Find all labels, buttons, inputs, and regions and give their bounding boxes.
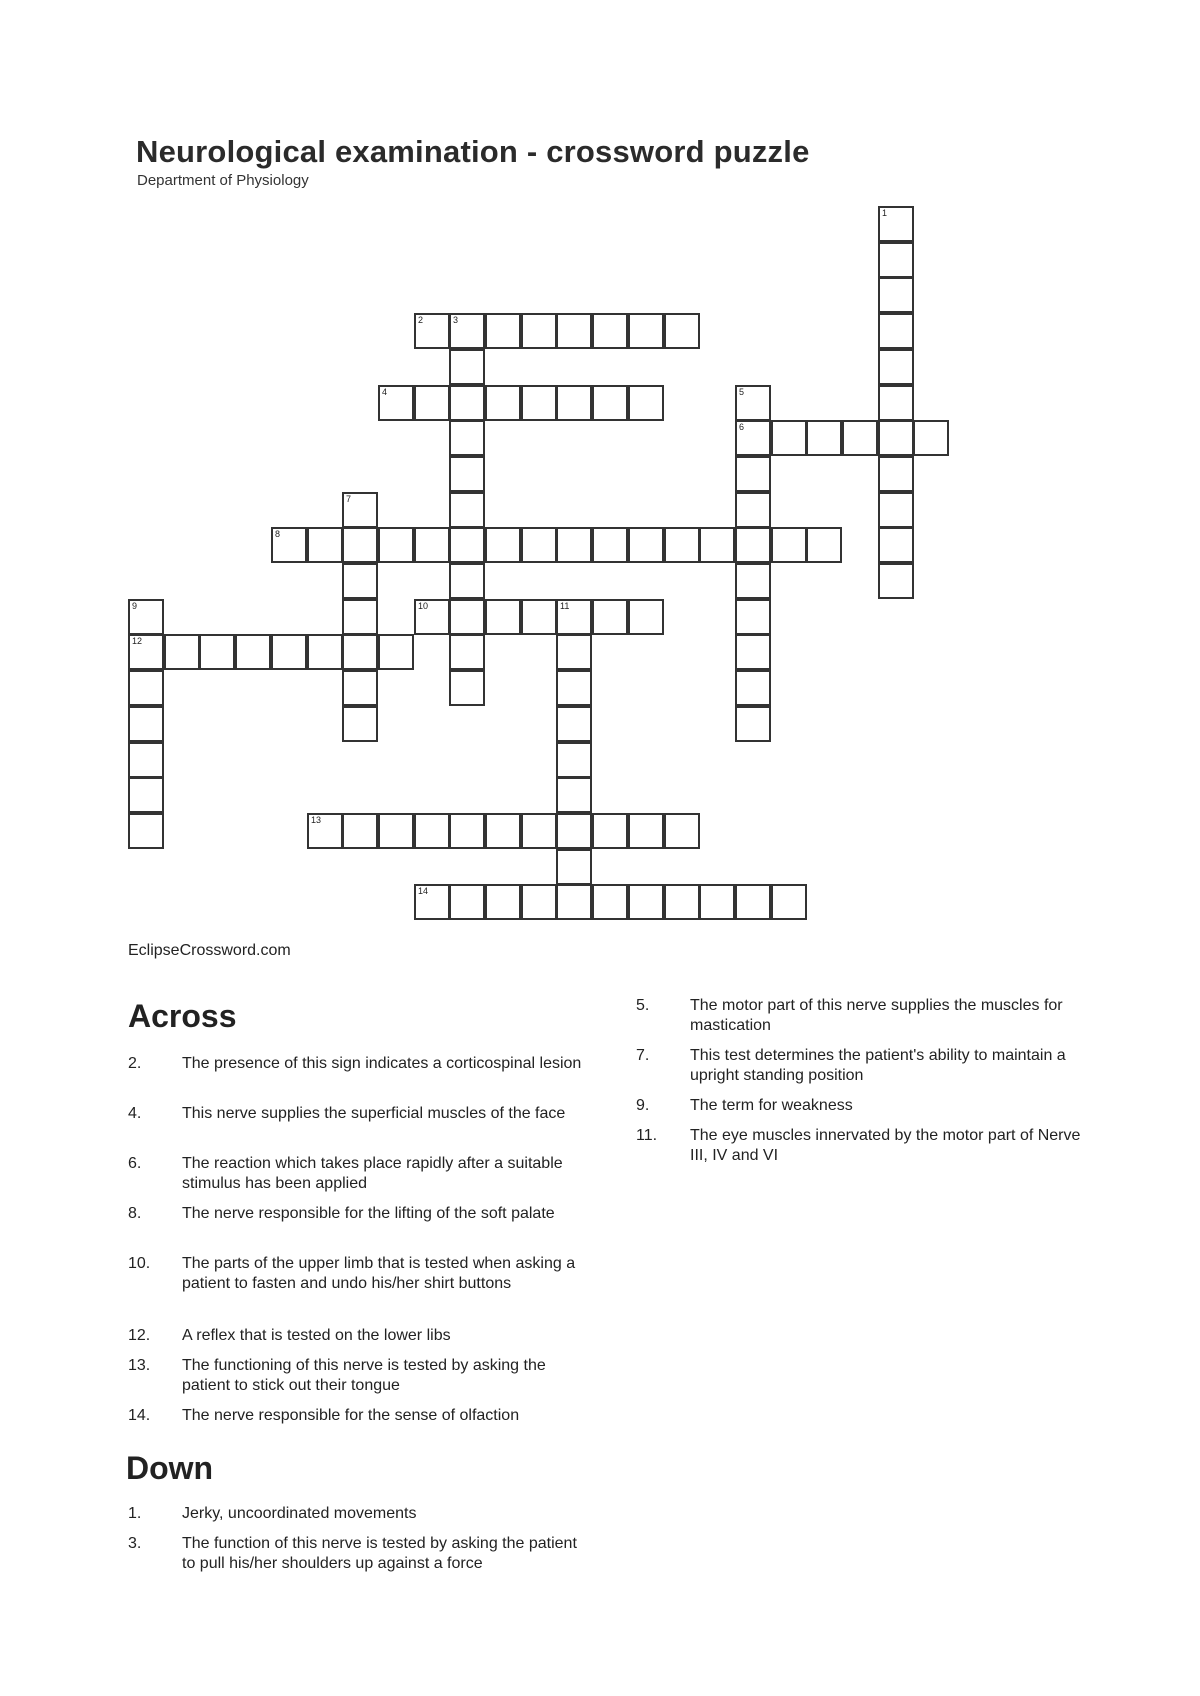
- crossword-cell[interactable]: [485, 813, 521, 849]
- crossword-cell[interactable]: [414, 813, 450, 849]
- crossword-cell[interactable]: [556, 884, 592, 920]
- crossword-cell[interactable]: [592, 527, 628, 563]
- clue-text: The presence of this sign indicates a corticospinal lesion: [182, 1055, 582, 1072]
- crossword-cell[interactable]: [449, 884, 485, 920]
- crossword-cell[interactable]: [664, 313, 700, 349]
- crossword-cell[interactable]: [556, 777, 592, 813]
- crossword-cell[interactable]: [628, 813, 664, 849]
- crossword-cell[interactable]: [878, 349, 914, 385]
- crossword-cell[interactable]: [521, 313, 557, 349]
- crossword-cell[interactable]: [592, 813, 628, 849]
- crossword-cell[interactable]: [485, 527, 521, 563]
- crossword-cell[interactable]: [449, 420, 485, 456]
- crossword-cell[interactable]: [342, 706, 378, 742]
- crossword-cell[interactable]: [307, 634, 343, 670]
- crossword-cell[interactable]: [414, 884, 450, 920]
- crossword-cell[interactable]: [771, 420, 807, 456]
- cell-number: 8: [275, 529, 281, 539]
- crossword-cell[interactable]: [128, 670, 164, 706]
- crossword-cell[interactable]: [521, 884, 557, 920]
- cell-number: 10: [418, 601, 429, 611]
- clue-number: 3.: [128, 1535, 142, 1552]
- cell-number: 13: [311, 815, 322, 825]
- crossword-cell[interactable]: [735, 563, 771, 599]
- crossword-cell[interactable]: [556, 706, 592, 742]
- crossword-cell[interactable]: [735, 492, 771, 528]
- crossword-cell[interactable]: [592, 313, 628, 349]
- crossword-cell[interactable]: [806, 420, 842, 456]
- crossword-cell[interactable]: [735, 884, 771, 920]
- crossword-cell[interactable]: [378, 813, 414, 849]
- crossword-cell[interactable]: [378, 527, 414, 563]
- crossword-cell[interactable]: [878, 313, 914, 349]
- crossword-cell[interactable]: [699, 527, 735, 563]
- crossword-cell[interactable]: [699, 884, 735, 920]
- clue-text: The nerve responsible for the sense of olfaction: [182, 1407, 520, 1424]
- clue-number: 6.: [128, 1155, 142, 1172]
- crossword-cell[interactable]: [556, 849, 592, 885]
- crossword-cell[interactable]: [307, 813, 343, 849]
- crossword-cell[interactable]: [342, 492, 378, 528]
- crossword-cell[interactable]: [628, 385, 664, 421]
- clue-number: 11.: [636, 1127, 658, 1144]
- crossword-cell[interactable]: [449, 492, 485, 528]
- crossword-cell[interactable]: [342, 599, 378, 635]
- page-subtitle: Department of Physiology: [137, 172, 309, 189]
- crossword-cell[interactable]: [628, 599, 664, 635]
- clue-text: This test determines the patient's ability to maintain a upright standing position: [690, 1047, 1066, 1084]
- crossword-cell[interactable]: [449, 385, 485, 421]
- crossword-cell[interactable]: [128, 813, 164, 849]
- crossword-cell[interactable]: [592, 385, 628, 421]
- clue-text: Jerky, uncoordinated movements: [182, 1505, 417, 1522]
- crossword-cell[interactable]: [592, 599, 628, 635]
- crossword-cell[interactable]: [128, 742, 164, 778]
- crossword-cell[interactable]: [664, 813, 700, 849]
- crossword-cell[interactable]: [556, 599, 592, 635]
- clue-text: The term for weakness: [690, 1097, 853, 1114]
- crossword-cell[interactable]: [449, 456, 485, 492]
- crossword-cell[interactable]: [556, 813, 592, 849]
- clue-number: 12.: [128, 1327, 151, 1344]
- crossword-cell[interactable]: [271, 634, 307, 670]
- crossword-cell[interactable]: [878, 492, 914, 528]
- crossword-cell[interactable]: [449, 813, 485, 849]
- clue-text: The motor part of this nerve supplies the muscles for mastication: [690, 997, 1063, 1034]
- crossword-cell[interactable]: [735, 385, 771, 421]
- clue-number: 14.: [128, 1407, 151, 1424]
- crossword-cell[interactable]: [449, 313, 485, 349]
- crossword-cell[interactable]: [878, 242, 914, 278]
- crossword-cell[interactable]: [735, 670, 771, 706]
- crossword-cell[interactable]: [128, 777, 164, 813]
- clue-text: The nerve responsible for the lifting of the soft palate: [182, 1205, 555, 1222]
- crossword-cell[interactable]: [521, 599, 557, 635]
- cell-number: 1: [882, 208, 888, 218]
- crossword-cell[interactable]: [521, 527, 557, 563]
- crossword-cell[interactable]: [414, 385, 450, 421]
- crossword-cell[interactable]: [735, 527, 771, 563]
- crossword-cell[interactable]: [735, 456, 771, 492]
- cell-number: 5: [739, 387, 745, 397]
- crossword-cell[interactable]: [556, 313, 592, 349]
- crossword-cell[interactable]: [414, 527, 450, 563]
- clue-number: 7.: [636, 1047, 650, 1064]
- crossword-cell[interactable]: [556, 634, 592, 670]
- clue-number: 4.: [128, 1105, 142, 1122]
- crossword-cell[interactable]: [485, 884, 521, 920]
- cell-number: 11: [560, 601, 570, 611]
- crossword-cell[interactable]: [128, 634, 164, 670]
- crossword-cell[interactable]: [414, 313, 450, 349]
- crossword-cell[interactable]: [199, 634, 235, 670]
- crossword-cell[interactable]: [128, 706, 164, 742]
- crossword-cell[interactable]: [449, 670, 485, 706]
- clue-number: 8.: [128, 1205, 142, 1222]
- clue-text: A reflex that is tested on the lower libs: [182, 1327, 451, 1344]
- crossword-cell[interactable]: [913, 420, 949, 456]
- crossword-cell[interactable]: [449, 563, 485, 599]
- crossword-cell[interactable]: [449, 527, 485, 563]
- crossword-cell[interactable]: [414, 599, 450, 635]
- clue-number: 2.: [128, 1055, 142, 1072]
- crossword-cell[interactable]: [771, 884, 807, 920]
- crossword-cell[interactable]: [878, 277, 914, 313]
- crossword-cell[interactable]: [878, 527, 914, 563]
- crossword-cell[interactable]: [378, 385, 414, 421]
- crossword-cell[interactable]: [378, 634, 414, 670]
- clue-text: This nerve supplies the superficial muscles of the face: [182, 1105, 566, 1122]
- crossword-cell[interactable]: [735, 706, 771, 742]
- clue-text: The parts of the upper limb that is tested when asking a patient to fasten and undo his/her shirt buttons: [182, 1255, 576, 1292]
- clue-number: 5.: [636, 997, 650, 1014]
- crossword-cell[interactable]: [556, 742, 592, 778]
- crossword-cell[interactable]: [878, 206, 914, 242]
- cell-number: 14: [418, 886, 429, 896]
- crossword-cell[interactable]: [842, 420, 878, 456]
- crossword-cell[interactable]: [307, 527, 343, 563]
- crossword-cell[interactable]: [771, 527, 807, 563]
- cell-number: 2: [418, 315, 424, 325]
- across-heading: Across: [128, 998, 237, 1034]
- clue-number: 9.: [636, 1097, 650, 1114]
- crossword-cell[interactable]: [342, 563, 378, 599]
- crossword-cell[interactable]: [271, 527, 307, 563]
- cell-number: 9: [132, 601, 138, 611]
- clue-number: 1.: [128, 1505, 142, 1522]
- crossword-cell[interactable]: [735, 634, 771, 670]
- crossword-cell[interactable]: [735, 599, 771, 635]
- down-heading: Down: [126, 1450, 214, 1486]
- clue-text: The function of this nerve is tested by asking the patient to pull his/her shoulders up against a force: [182, 1535, 577, 1572]
- crossword-cell[interactable]: [878, 563, 914, 599]
- cell-number: 7: [346, 494, 352, 504]
- crossword-cell[interactable]: [342, 813, 378, 849]
- crossword-cell[interactable]: [235, 634, 271, 670]
- cell-number: 12: [132, 636, 143, 646]
- clue-text: The reaction which takes place rapidly after a suitable stimulus has been applied: [182, 1155, 563, 1192]
- crossword-cell[interactable]: [556, 527, 592, 563]
- crossword-cell[interactable]: [628, 313, 664, 349]
- crossword-cell[interactable]: [521, 813, 557, 849]
- crossword-cell[interactable]: [485, 313, 521, 349]
- crossword-cell[interactable]: [449, 634, 485, 670]
- page-title: Neurological examination - crossword puzzle: [136, 134, 810, 169]
- crossword-cell[interactable]: [664, 884, 700, 920]
- crossword-cell[interactable]: [878, 420, 914, 456]
- crossword-cell[interactable]: [628, 884, 664, 920]
- clue-text: The functioning of this nerve is tested by asking the patient to stick out their tongue: [182, 1357, 546, 1394]
- clue-number: 13.: [128, 1357, 151, 1374]
- crossword-cell[interactable]: [521, 385, 557, 421]
- crossword-cell[interactable]: [556, 670, 592, 706]
- crossword-cell[interactable]: [806, 527, 842, 563]
- crossword-cell[interactable]: [485, 599, 521, 635]
- clue-text: The eye muscles innervated by the motor part of Nerve III, IV and VI: [690, 1127, 1081, 1164]
- crossword-cell[interactable]: [878, 456, 914, 492]
- crossword-cell[interactable]: [342, 527, 378, 563]
- crossword-cell[interactable]: [735, 420, 771, 456]
- crossword-cell[interactable]: [664, 527, 700, 563]
- cell-number: 4: [382, 387, 388, 397]
- crossword-cell[interactable]: [449, 599, 485, 635]
- crossword-cell[interactable]: [628, 527, 664, 563]
- cell-number: 3: [453, 315, 459, 325]
- crossword-cell[interactable]: [485, 385, 521, 421]
- clue-number: 10.: [128, 1255, 151, 1272]
- crossword-cell[interactable]: [592, 884, 628, 920]
- crossword-cell[interactable]: [164, 634, 200, 670]
- crossword-cell[interactable]: [878, 385, 914, 421]
- source-credit: EclipseCrossword.com: [128, 942, 291, 959]
- crossword-cell[interactable]: [342, 634, 378, 670]
- cell-number: 6: [739, 422, 745, 432]
- crossword-cell[interactable]: [128, 599, 164, 635]
- crossword-cell[interactable]: [342, 670, 378, 706]
- crossword-cell[interactable]: [556, 385, 592, 421]
- crossword-cell[interactable]: [449, 349, 485, 385]
